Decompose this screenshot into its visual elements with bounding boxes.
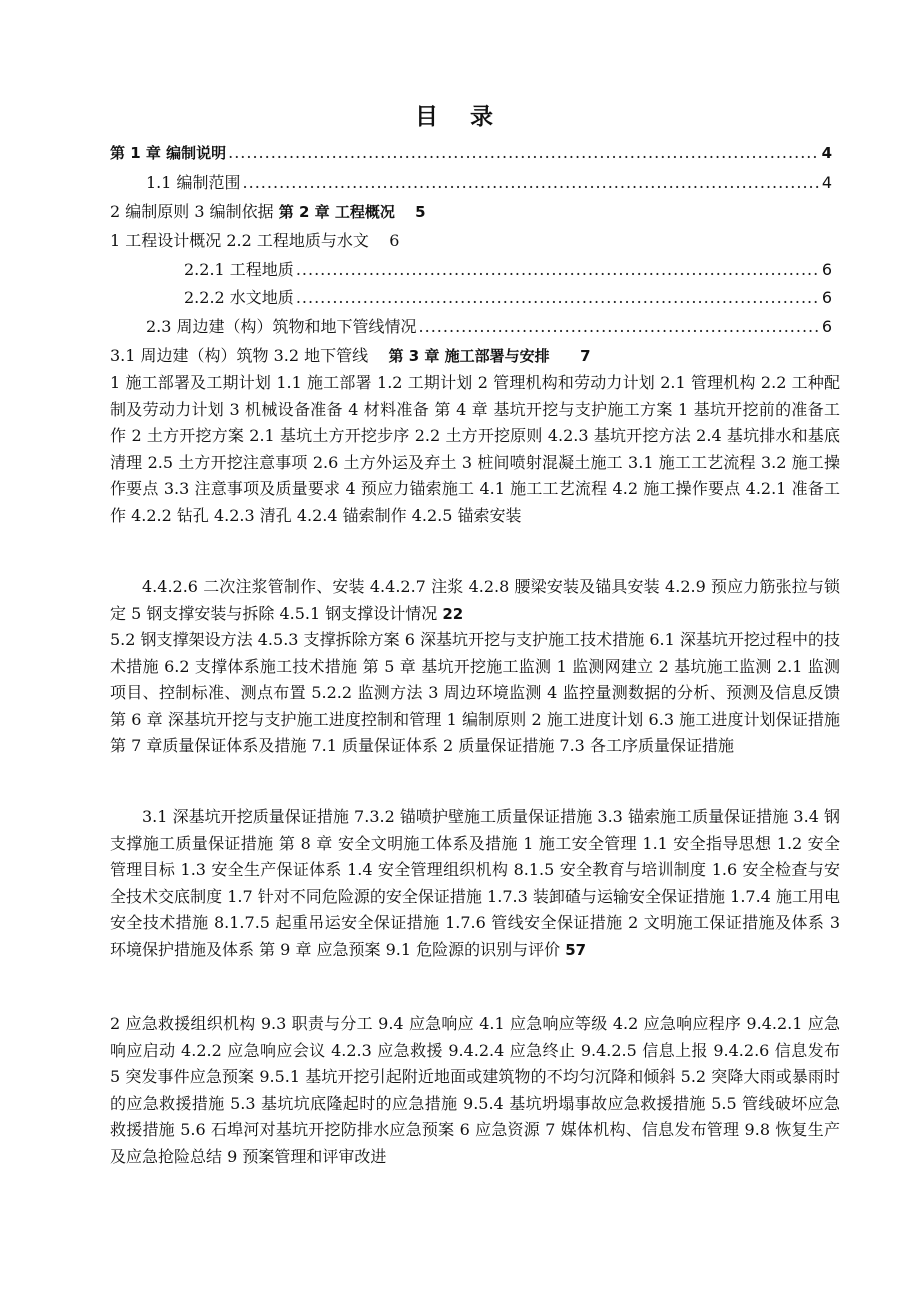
- toc-run-page: 22: [442, 604, 464, 623]
- toc-run-block-2: [110, 574, 840, 627]
- toc-run-line-1: [110, 199, 840, 226]
- dot-leader: [296, 288, 820, 308]
- toc-page-number: 4: [821, 173, 832, 192]
- toc-entry-label: 2.2.1 工程地质: [184, 260, 294, 279]
- toc-page-number: 4: [821, 144, 832, 162]
- toc-entry-2-3[interactable]: [146, 317, 832, 337]
- toc-entry-label: 第 1 章 编制说明: [110, 144, 227, 162]
- dot-leader: [228, 143, 819, 163]
- toc-entry-label: 2.2.2 水文地质: [184, 288, 294, 307]
- toc-run-page: 6: [389, 231, 400, 250]
- dot-leader: [243, 173, 820, 193]
- toc-page-number: 6: [821, 317, 832, 336]
- toc-entry-label: 2.3 周边建（构）筑物和地下管线情况: [146, 317, 417, 336]
- toc-run-block-3: [110, 627, 840, 760]
- toc-run-text: 5.2 钢支撑架设方法 4.5.3 支撑拆除方案 6 深基坑开挖与支护施工技术措施 6.1 深基坑开挖过程中的技术措施 6.2 支撑体系施工技术措施 第 5 章 基坑开挖施工监测 1 监测网建立 2 基坑施工监测 2.1 监测项目、控制标准、测点布置 5.2.2 监测方法 3 周边环境监测 4 监控量测数据的分析、预测及信息反馈 第 6 章 深基坑开挖与支护施工进度控制和管理 1 编制原则 2 施工进度计划 6.3 施工进度计划保证措施 第 7 章质量保证体系及措施 7.1 质量保证体系 2 质量保证措施 7.3 各工序质量保证措施: [110, 630, 840, 756]
- toc-entry-chapter-1[interactable]: [110, 143, 832, 163]
- toc-run-block-5: [110, 1011, 840, 1171]
- toc-run-text: 2 编制原则 3 编制依据: [110, 202, 279, 221]
- toc-page-number: 6: [821, 260, 832, 279]
- toc-entry-1-1[interactable]: [146, 173, 832, 193]
- chapter-2-page: 5: [415, 203, 426, 221]
- chapter-2-heading: 第 2 章 工程概况: [278, 203, 395, 221]
- toc-run-page: 57: [565, 940, 587, 959]
- toc-run-text: 1 施工部署及工期计划 1.1 施工部署 1.2 工期计划 2 管理机构和劳动力计划 2.1 管理机构 2.2 工种配制及劳动力计划 3 机械设备准备 4 材料准备 第 4 章 基坑开挖与支护施工方案 1 基坑开挖前的准备工作 2 土方开挖方案 2.1 基坑土方开挖步序 2.2 土方开挖原则 4.2.3 基坑开挖方法 2.4 基坑排水和基底清理 2.5 土方开挖注意事项 2.6 土方外运及弃土 3 桩间喷射混凝土施工 3.1 施工工艺流程 3.2 施工操作要点 3.3 注意事项及质量要求 4 预应力锚索施工 4.1 施工工艺流程 4.2 施工操作要点 4.2.1 准备工作 4.2.2 钻孔 4.2.3 清孔 4.2.4 锚索制作 4.2.5 锚索安装: [110, 373, 840, 525]
- toc-run-text: 3.1 周边建（构）筑物 3.2 地下管线: [110, 346, 374, 365]
- toc-run-text: 4.4.2.6 二次注浆管制作、安装 4.4.2.7 注浆 4.2.8 腰梁安装及锚具安装 4.2.9 预应力筋张拉与锁定 5 钢支撑安装与拆除 4.5.1 钢支撑设计情况: [110, 577, 840, 623]
- chapter-3-page: 7: [580, 347, 591, 365]
- chapter-3-heading: 第 3 章 施工部署与安排: [388, 347, 550, 365]
- dot-leader: [419, 317, 820, 337]
- toc-entry-2-2-2[interactable]: [184, 288, 832, 308]
- toc-entry-2-2-1[interactable]: [184, 260, 832, 280]
- page-title: 目 录: [414, 104, 505, 130]
- toc-run-text: 1 工程设计概况 2.2 工程地质与水文: [110, 231, 369, 250]
- dot-leader: [296, 260, 820, 280]
- toc-run-line-3: [110, 343, 840, 370]
- toc-run-block-1: [110, 370, 840, 530]
- toc-page-number: 6: [821, 288, 832, 307]
- toc-entry-label: 1.1 编制范围: [146, 173, 241, 192]
- toc-run-line-2: [110, 228, 840, 255]
- toc-run-text: 2 应急救援组织机构 9.3 职责与分工 9.4 应急响应 4.1 应急响应等级 4.2 应急响应程序 9.4.2.1 应急响应启动 4.2.2 应急响应会议 4.2.3 应急救援 9.4.2.4 应急终止 9.4.2.5 信息上报 9.4.2.6 信息发布 5 突发事件应急预案 9.5.1 基坑开挖引起附近地面或建筑物的不均匀沉降和倾斜 5.2 突降大雨或暴雨时的应急救援措施 5.3 基坑坑底隆起时的应急措施 9.5.4 基坑坍塌事故应急救援措施 5.5 管线破坏应急救援措施 5.6 石埠河对基坑开挖防排水应急预案 6 应急资源 7 媒体机构、信息发布管理 9.8 恢复生产及应急抢险总结 9 预案管理和评审改进: [110, 1014, 840, 1166]
- toc-run-block-4: [110, 804, 840, 964]
- toc-run-text: 3.1 深基坑开挖质量保证措施 7.3.2 锚喷护壁施工质量保证措施 3.3 锚索施工质量保证措施 3.4 钢支撑施工质量保证措施 第 8 章 安全文明施工体系及措施 1 施工安全管理 1.1 安全指导思想 1.2 安全管理目标 1.3 安全生产保证体系 1.4 安全管理组织机构 8.1.5 安全教育与培训制度 1.6 安全检查与安全技术交底制度 1.7 针对不同危险源的安全保证措施 1.7.3 装卸碴与运输安全保证措施 1.7.4 施工用电安全技术措施 8.1.7.5 起重吊运安全保证措施 1.7.6 管线安全保证措施 2 文明施工保证措施及体系 3 环境保护措施及体系 第 9 章 应急预案 9.1 危险源的识别与评价: [110, 807, 840, 959]
